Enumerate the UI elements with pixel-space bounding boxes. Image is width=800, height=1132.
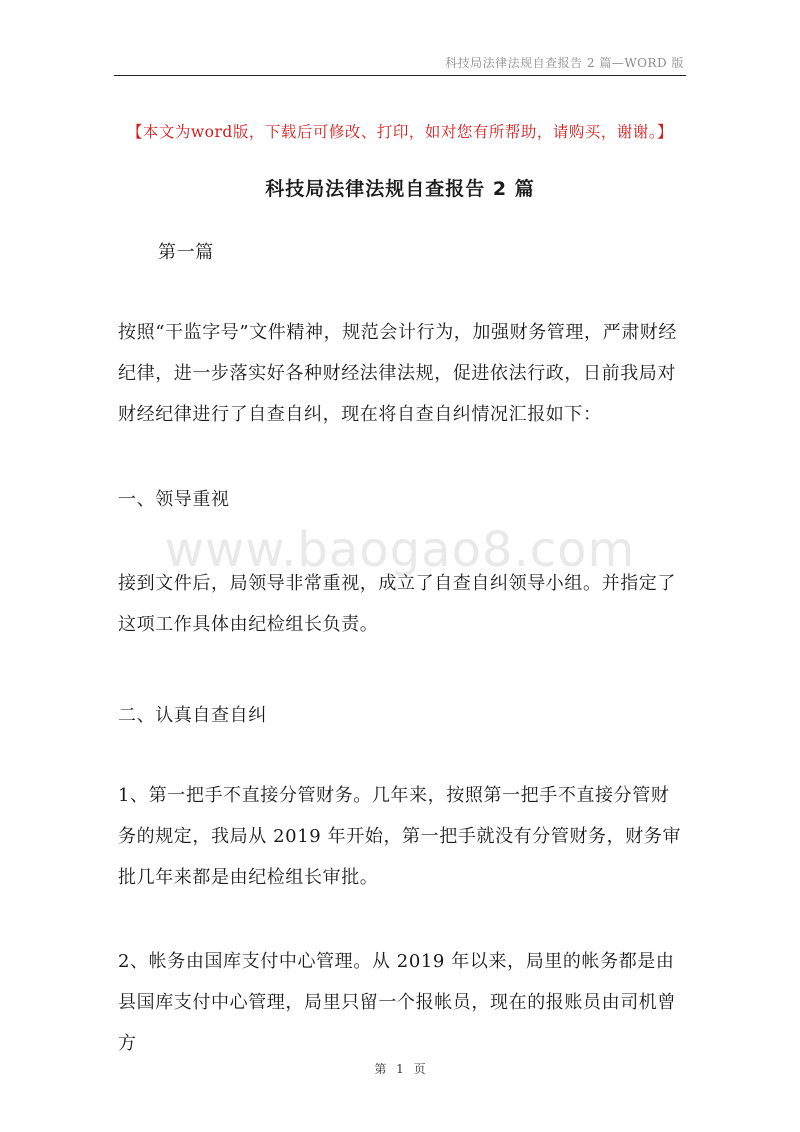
heading-self-check: 二、认真自查自纠 [118,705,267,726]
page-footer [0,1060,800,1077]
heading-leadership: 一、领导重视 [118,489,230,510]
running-header: 科技局法律法规自查报告 2 篇—WORD 版 [445,56,684,70]
watermark: www.baogao8.com [164,522,636,578]
footer-suffix: 页 [413,1062,426,1076]
footer-prefix: 第 [374,1062,387,1076]
purchase-notice: 【本文为word版，下载后可修改、打印，如对您有所帮助，请购买，谢谢。】 [126,123,674,141]
item-1-paragraph: 1、第一把手不直接分管财务。几年来，按照第一把手不直接分管财务的规定，我局从 2019 年开始，第一把手就没有分管财务，财务审批几年来都是由纪检组长审批。 [118,785,682,888]
header-divider [114,75,686,76]
item-2-paragraph: 2、帐务由国库支付中心管理。从 2019 年以来，局里的帐务都是由县国库支付中心管理，局里只留一个报帐员，现在的报账员由司机曾方 [118,951,676,1054]
document-title: 科技局法律法规自查报告 2 篇 [265,178,535,200]
section-label: 第一篇 [158,242,214,263]
leadership-paragraph: 接到文件后，局领导非常重视，成立了自查自纠领导小组。并指定了这项工作具体由纪检组长负责。 [118,573,676,635]
page-number: 1 [396,1062,404,1076]
intro-paragraph: 按照“干监字号”文件精神，规范会计行为，加强财务管理，严肃财经纪律，进一步落实好各种财经法律法规，促进依法行政，日前我局对财经纪律进行了自查自纠，现在将自查自纠情况汇报如下： [118,322,678,425]
